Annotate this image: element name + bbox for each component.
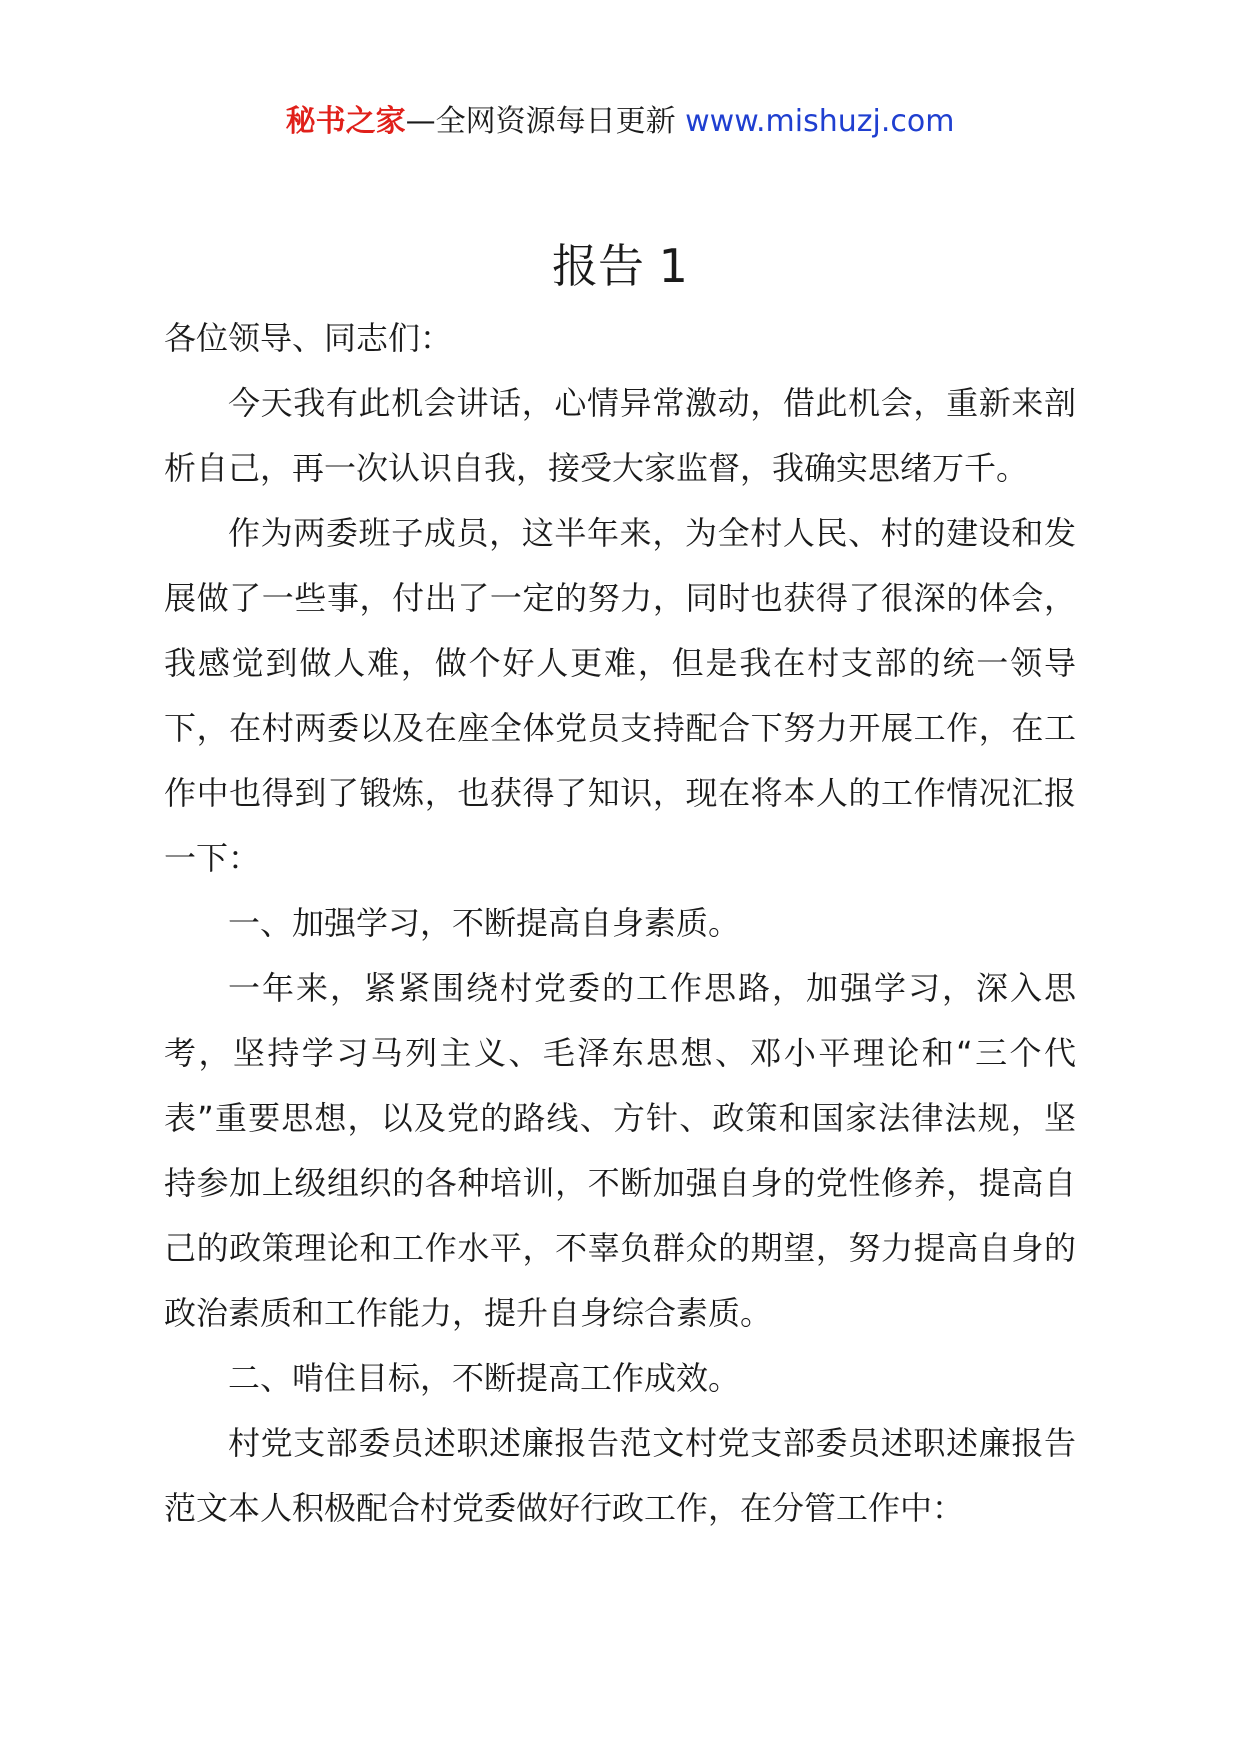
- paragraph-overview: 作为两委班子成员，这半年来，为全村人民、村的建设和发展做了一些事，付出了一定的努力，同时也获得了很深的体会，我感觉到做人难，做个好人更难，但是我在村支部的统一领导下，在村两委以及在座全体党员支持配合下努力开展工作，在工作中也得到了锻炼，也获得了知识，现在将本人的工作情况汇报一下：: [164, 514, 1076, 877]
- paragraph-study: 一年来，紧紧围绕村党委的工作思路，加强学习，深入思考，坚持学习马列主义、毛泽东思想、邓小平理论和“三个代表”重要思想，以及党的路线、方针、政策和国家法律法规，坚持参加上级组织的各种培训，不断加强自身的党性修养，提高自己的政策理论和工作水平，不辜负群众的期望，努力提高自身的政治素质和工作能力，提升自身综合素质。: [164, 969, 1076, 1332]
- site-brand-name: 秘书之家: [285, 104, 406, 139]
- section-heading-1: 一、加强学习，不断提高自身素质。: [228, 904, 741, 942]
- salutation: 各位领导、同志们：: [164, 319, 453, 357]
- site-header: [0, 100, 1240, 144]
- document-body: [164, 306, 1076, 1541]
- paragraph-opening: 今天我有此机会讲话，心情异常激动，借此机会，重新来剖析自己，再一次认识自我，接受大家监督，我确实思绪万千。: [164, 384, 1076, 487]
- site-slogan: —全网资源每日更新: [405, 104, 676, 139]
- document-title: 报告 1: [552, 239, 688, 293]
- section-heading-2: 二、啃住目标，不断提高工作成效。: [228, 1359, 741, 1397]
- paragraph-work: 村党支部委员述职述廉报告范文村党支部委员述职述廉报告范文本人积极配合村党委做好行政工作，在分管工作中：: [164, 1424, 1076, 1527]
- site-url-link[interactable]: www.mishuzj.com: [685, 104, 955, 139]
